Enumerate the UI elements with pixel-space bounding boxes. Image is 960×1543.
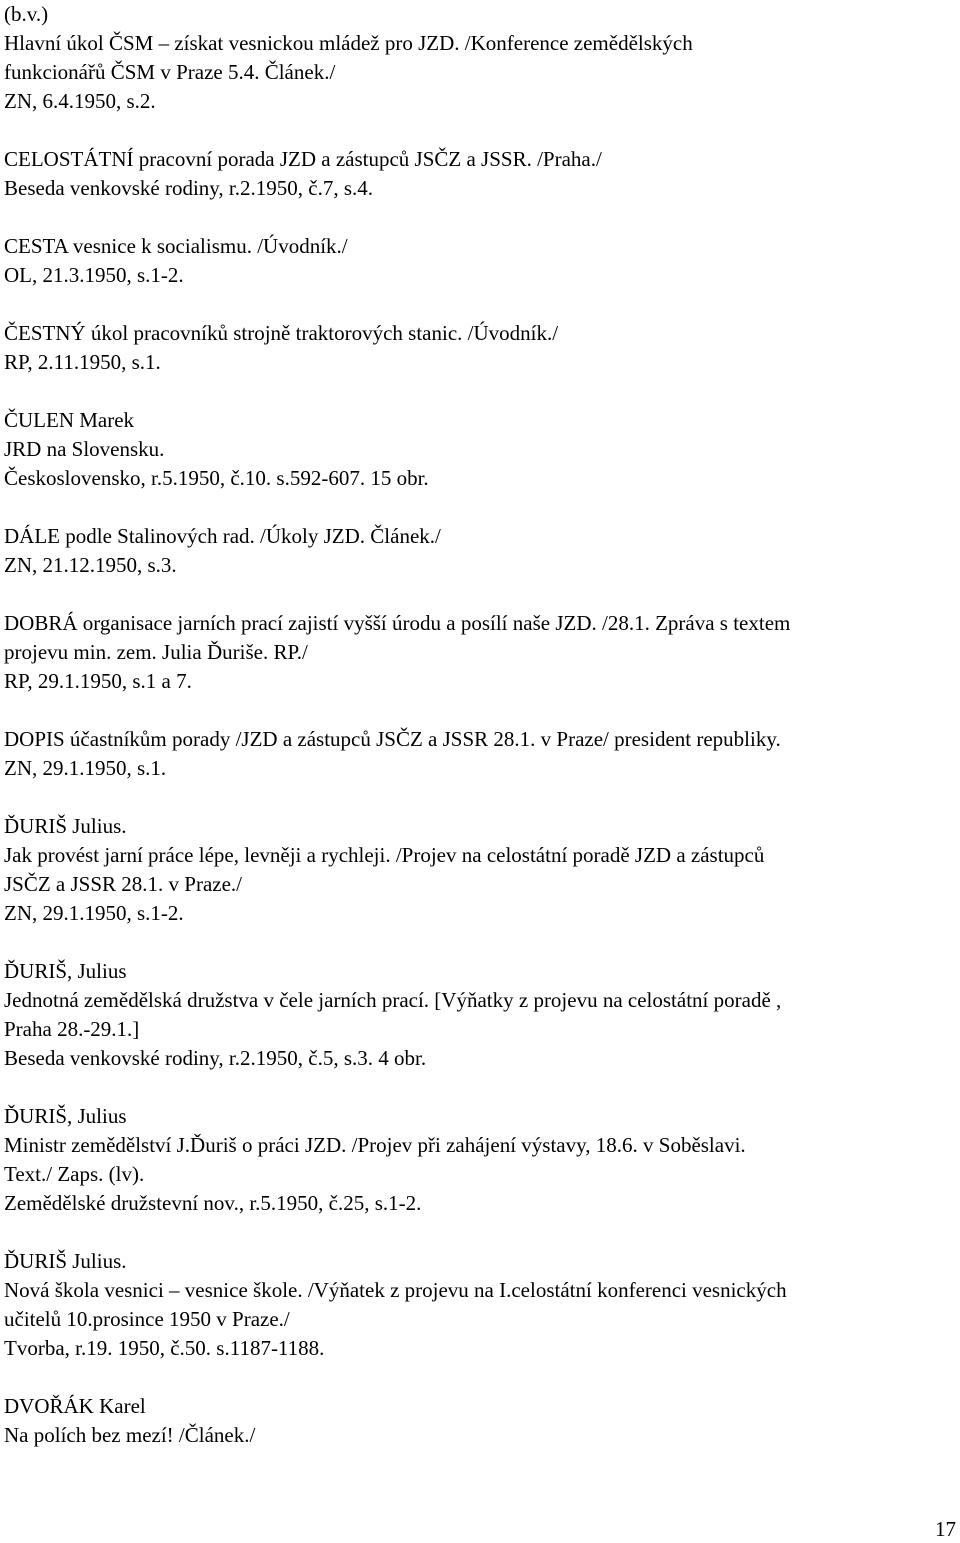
text-line: Ministr zemědělství J.Ďuriš o práci JZD. /Projev při zahájení výstavy, 18.6. v Soběslavi. bbox=[4, 1133, 746, 1157]
bibliography-entry bbox=[4, 406, 954, 493]
text-line: Hlavní úkol ČSM – získat vesnickou mládež pro JZD. /Konference zemědělských bbox=[4, 31, 693, 55]
bibliography-entry bbox=[4, 29, 954, 116]
text-line: ĎURIŠ, Julius bbox=[4, 1104, 127, 1128]
text-line: Zemědělské družstevní nov., r.5.1950, č.25, s.1-2. bbox=[4, 1191, 422, 1215]
text-line: ĎURIŠ Julius. bbox=[4, 1249, 127, 1273]
text-line: ZN, 6.4.1950, s.2. bbox=[4, 89, 156, 113]
text-line: učitelů 10.prosince 1950 v Praze./ bbox=[4, 1307, 290, 1331]
text-line: ČESTNÝ úkol pracovníků strojně traktorových stanic. /Úvodník./ bbox=[4, 321, 559, 345]
text-line: RP, 2.11.1950, s.1. bbox=[4, 350, 161, 374]
document-page bbox=[4, 0, 954, 1479]
text-line: DVOŘÁK Karel bbox=[4, 1394, 146, 1418]
bibliography-entry bbox=[4, 1247, 954, 1363]
bibliography-entry bbox=[4, 319, 954, 377]
text-line: funkcionářů ČSM v Praze 5.4. Článek./ bbox=[4, 60, 336, 84]
text-line: ZN, 29.1.1950, s.1. bbox=[4, 756, 167, 780]
text-line: Československo, r.5.1950, č.10. s.592-607. 15 obr. bbox=[4, 466, 429, 490]
bibliography-entry bbox=[4, 522, 954, 580]
bibliography-entry bbox=[4, 812, 954, 928]
text-line: ČULEN Marek bbox=[4, 408, 135, 432]
text-line: ZN, 29.1.1950, s.1-2. bbox=[4, 901, 184, 925]
continuation-note bbox=[4, 0, 954, 29]
text-line: Praha 28.-29.1.] bbox=[4, 1017, 140, 1041]
bibliography-entry bbox=[4, 232, 954, 290]
text-line: Beseda venkovské rodiny, r.2.1950, č.5, s.3. 4 obr. bbox=[4, 1046, 427, 1070]
text-line: DÁLE podle Stalinových rad. /Úkoly JZD. Článek./ bbox=[4, 524, 441, 548]
text-line: projevu min. zem. Julia Ďuriše. RP./ bbox=[4, 640, 308, 664]
bibliography-entry bbox=[4, 725, 954, 783]
text-line: ZN, 21.12.1950, s.3. bbox=[4, 553, 177, 577]
text-line: ĎURIŠ Julius. bbox=[4, 814, 127, 838]
text-line: DOBRÁ organisace jarních prací zajistí vyšší úrodu a posílí naše JZD. /28.1. Zpráva s textem bbox=[4, 611, 791, 635]
text-line: CELOSTÁTNÍ pracovní porada JZD a zástupců JSČZ a JSSR. /Praha./ bbox=[4, 147, 602, 171]
text-line: Jak provést jarní práce lépe, levněji a rychleji. /Projev na celostátní poradě JZD a zástupců bbox=[4, 843, 765, 867]
bibliography-entry bbox=[4, 145, 954, 203]
text-line: Jednotná zemědělská družstva v čele jarních prací. [Výňatky z projevu na celostátní poradě , bbox=[4, 988, 782, 1012]
bibliography-entry bbox=[4, 1392, 954, 1450]
text-line: OL, 21.3.1950, s.1-2. bbox=[4, 263, 184, 287]
text-line: ĎURIŠ, Julius bbox=[4, 959, 127, 983]
page-number: 17 bbox=[935, 1517, 956, 1541]
text-line: Na polích bez mezí! /Článek./ bbox=[4, 1423, 256, 1447]
text-line: DOPIS účastníkům porady /JZD a zástupců JSČZ a JSSR 28.1. v Praze/ president republiky. bbox=[4, 727, 781, 751]
text-line: Text./ Zaps. (lv). bbox=[4, 1162, 145, 1186]
text-line: JSČZ a JSSR 28.1. v Praze./ bbox=[4, 872, 243, 896]
text-line: Tvorba, r.19. 1950, č.50. s.1187-1188. bbox=[4, 1336, 325, 1360]
bibliography-entry bbox=[4, 1102, 954, 1218]
bibliography-entry bbox=[4, 609, 954, 696]
bibliography-entry bbox=[4, 957, 954, 1073]
text-line: Beseda venkovské rodiny, r.2.1950, č.7, s.4. bbox=[4, 176, 373, 200]
text-line: (b.v.) bbox=[4, 2, 49, 26]
text-line: JRD na Slovensku. bbox=[4, 437, 165, 461]
text-line: CESTA vesnice k socialismu. /Úvodník./ bbox=[4, 234, 348, 258]
text-line: Nová škola vesnici – vesnice škole. /Výňatek z projevu na I.celostátní konferenci vesnických bbox=[4, 1278, 787, 1302]
text-line: RP, 29.1.1950, s.1 a 7. bbox=[4, 669, 192, 693]
